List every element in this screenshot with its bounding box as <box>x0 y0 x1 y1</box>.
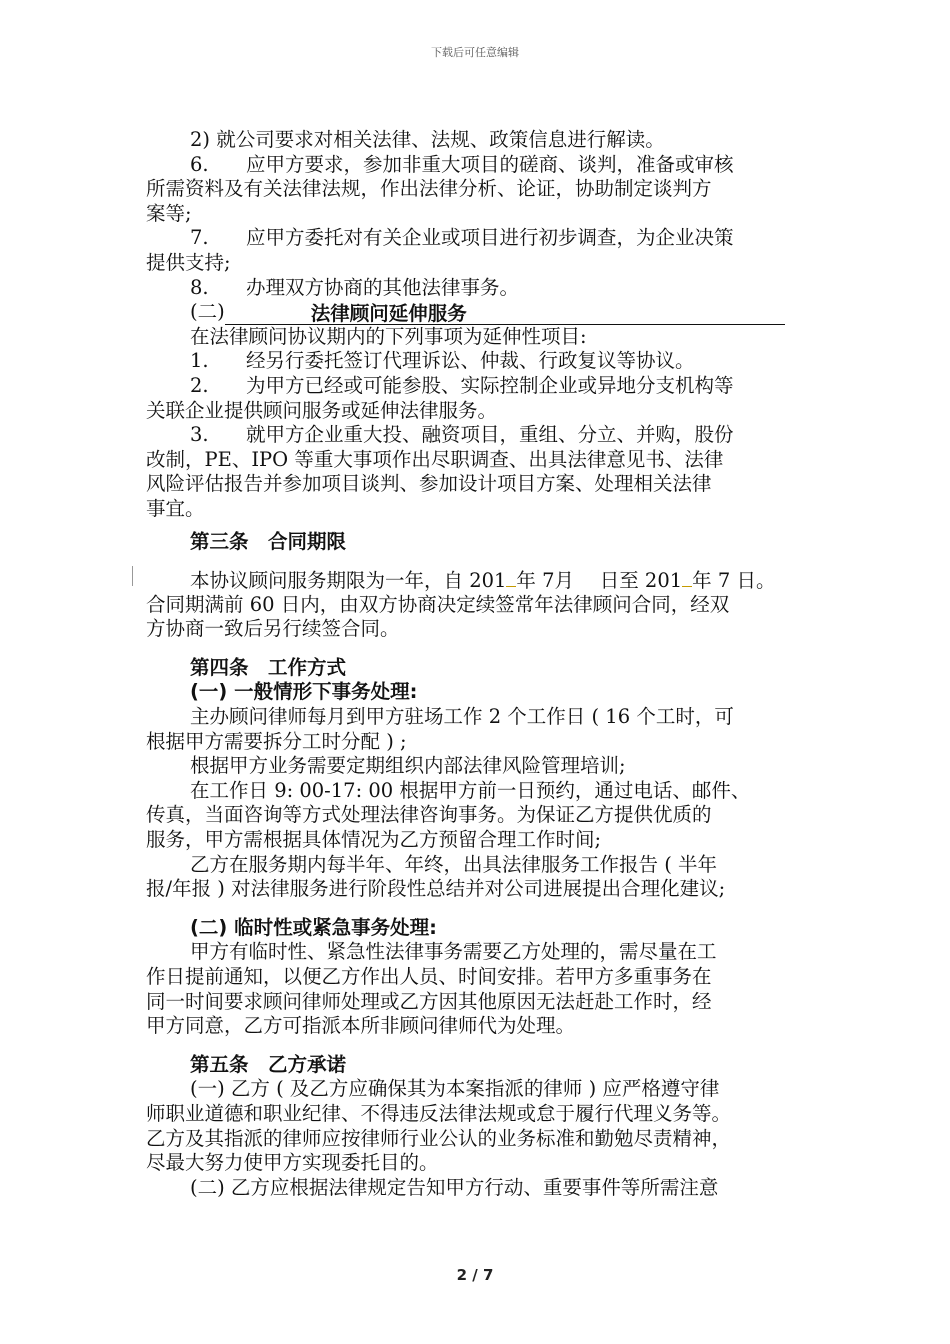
margin-marker <box>132 566 133 586</box>
clause-item-8 <box>146 276 806 301</box>
clause-line: 传真，当面咨询等方式处理法律咨询事务。为保证乙方提供优质的 <box>146 803 712 827</box>
item-number: 3. <box>190 423 209 447</box>
item-text: 就甲方企业重大投、融资项目，重组、分立、并购，股份 <box>246 423 734 447</box>
clause-line: 在法律顾问协议期内的下列事项为延伸性项目: <box>190 324 587 348</box>
clause-line: 主办顾问律师每月到甲方驻场工作 2 个工作日 ( 16 个工时，可 <box>190 705 734 729</box>
clause-line: 事宜。 <box>146 496 205 520</box>
clause-line: 同一时间要求顾问律师处理或乙方因其他原因无法赶赴工作时，经 <box>146 989 712 1013</box>
clause-line: 在工作日 9: 00-17: 00 根据甲方前一日预约，通过电话、邮件、 <box>190 778 751 802</box>
item-text: 经另行委托签订代理诉讼、仲裁、行政复议等协议。 <box>246 349 695 373</box>
item-text: 办理双方协商的其他法律事务。 <box>246 275 520 299</box>
clause-line: 作日提前通知，以便乙方作出人员、时间安排。若甲方多重事务在 <box>146 965 712 988</box>
section-heading-urgent: (二) 临时性或紧急事务处理: <box>190 915 437 939</box>
clause-line: 案等; <box>146 201 192 225</box>
clause-line: 关联企业提供顾问服务或延伸法律服务。 <box>146 398 498 422</box>
clause-line: 甲方有临时性、紧急性法律事务需要乙方处理的，需尽量在工 <box>190 940 717 964</box>
clause-item-2 <box>146 374 806 399</box>
item-number: 1. <box>190 349 209 373</box>
article-3-heading: 第三条 合同期限 <box>190 529 347 553</box>
clause-line: 服务，甲方需根据具体情况为乙方预留合理工作时间; <box>146 828 602 852</box>
clause-line: 尽最大努力使甲方实现委托目的。 <box>146 1151 439 1175</box>
item-text: 应甲方委托对有关企业或项目进行初步调查，为企业决策 <box>246 226 734 250</box>
clause-line: 提供支持; <box>146 250 231 274</box>
clause-line: 风险评估报告并参加项目谈判、参加设计项目方案、处理相关法律 <box>146 472 712 496</box>
clause-item-7 <box>146 226 806 251</box>
item-number: 6. <box>190 152 209 176</box>
item-number: 2. <box>190 373 209 397</box>
clause-line: 所需资料及有关法律法规，作出法律分析、论证，协助制定谈判方 <box>146 177 712 201</box>
clause-line: 师职业道德和职业纪律、不得违反法律法规或怠于履行代理义务等。 <box>146 1101 732 1125</box>
blank-field <box>506 568 516 587</box>
clause-item-3 <box>146 423 806 448</box>
clause-line: 2) 就公司要求对相关法律、法规、政策信息进行解读。 <box>190 128 665 151</box>
clause-line: 甲方同意，乙方可指派本所非顾问律师代为处理。 <box>146 1014 576 1038</box>
clause-line: 报/年报 ) 对法律服务进行阶段性总结并对公司进展提出合理化建议; <box>146 877 726 901</box>
clause-line: 根据甲方需要拆分工时分配 ) ; <box>146 729 407 753</box>
page-header: 下载后可任意编辑 <box>431 46 519 59</box>
item-text: 为甲方已经或可能参股、实际控制企业或异地分支机构等 <box>246 373 734 397</box>
clause-line: 改制，PE、IPO 等重大事项作出尽职调查、出具法律意见书、法律 <box>146 447 724 471</box>
clause-item-6 <box>146 153 806 178</box>
term-line <box>146 568 806 593</box>
clause-line: (一) 乙方 ( 及乙方应确保其为本案指派的律师 ) 应严格遵守律 <box>190 1077 720 1101</box>
section-title: 法律顾问延伸服务 <box>310 301 467 325</box>
blank-field <box>682 568 692 587</box>
clause-item-1 <box>146 349 806 374</box>
clause-line: 乙方在服务期内每半年、年终，出具法律服务工作报告 ( 半年 <box>190 852 718 876</box>
term-text-b: 年 7月 日至 201 <box>516 569 683 593</box>
term-text-c: 年 7 日。 <box>692 569 776 593</box>
term-text-a: 本协议顾问服务期限为一年，自 201 <box>190 569 507 593</box>
item-number: 8. <box>190 275 209 299</box>
clause-line: 合同期满前 60 日内，由双方协商决定续签常年法律顾问合同，经双 <box>146 592 730 616</box>
page-number: 2 / 7 <box>456 1266 494 1284</box>
document-body <box>146 128 806 1200</box>
clause-line: 乙方及其指派的律师应按律师行业公认的业务标准和勤勉尽责精神， <box>146 1126 732 1150</box>
item-text: 应甲方要求，参加非重大项目的磋商、谈判，准备或审核 <box>246 152 734 176</box>
underlined-heading <box>225 302 785 325</box>
section-heading-general: (一) 一般情形下事务处理: <box>190 680 418 704</box>
section-heading-extension <box>146 300 806 325</box>
clause-line: (二) 乙方应根据法律规定告知甲方行动、重要事件等所需注意 <box>190 1175 719 1199</box>
section-number: (二) <box>190 300 225 324</box>
clause-line: 方协商一致后另行续签合同。 <box>146 617 400 641</box>
item-number: 7. <box>190 226 209 250</box>
article-4-heading: 第四条 工作方式 <box>190 655 347 679</box>
article-5-heading: 第五条 乙方承诺 <box>190 1052 347 1076</box>
clause-line: 根据甲方业务需要定期组织内部法律风险管理培训; <box>190 754 626 778</box>
